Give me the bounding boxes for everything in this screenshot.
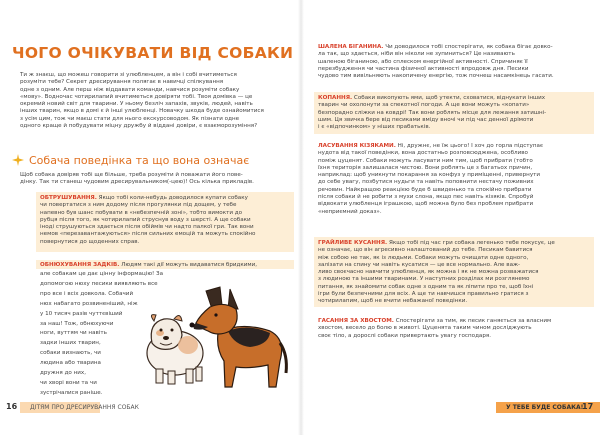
- behavior-text: Ні, дружнє, не їж цього! І хоч до горла підступає: [397, 143, 544, 149]
- behavior-line: але собакам це дає цінну інформацію! За: [40, 271, 164, 277]
- behavior-line: чотирилапим, щоб не вчити небажаної поведінки.: [318, 298, 468, 305]
- behavior-line: ігри були безпечними для всіх. А ще ти навчишся правильно гратися з: [318, 291, 529, 298]
- behavior-line: напевно був шанс побувати в «небезпечній зоні», тобто вимокти до: [40, 209, 243, 216]
- behavior-line: ла так, що здається, ніби він ніколи не зупиниться? Це називають: [318, 51, 515, 58]
- intro-line: Ти ж знаєш, що можеш говорити зі улюбленцем, а він і собі вчитиметься: [20, 72, 237, 78]
- behavior-line: чи хворі вони та чи: [40, 379, 97, 386]
- behavior-line: речовин. Найкращою реакцією буде б швиденько та спокійно прибрати: [318, 186, 532, 193]
- behavior-line: шим. Ця звичка бере від песиками вміду вночі чи під час денної дрімоти: [318, 116, 534, 123]
- behavior-line: їхня територія залишалася чистою. Вони роблять це з багатьох причин,: [318, 164, 533, 171]
- behavior-line: поміж цуценят. Собаки можуть ласувати ним тим, щоб прибрати (тобто: [318, 157, 533, 164]
- behavior-line: про все і всіх довкола. Собачий: [40, 290, 134, 297]
- behavior-block-sniffing: [40, 262, 290, 269]
- behavior-line: задки інших тварин,: [40, 340, 101, 347]
- behavior-line: допомогою нюху песики виявляють все: [40, 280, 158, 287]
- behavior-line: тварин чи охолонути за спекотної погоди. А ще вони можуть «копати»: [318, 102, 530, 109]
- behavior-line: хвостом, весело до болю в животі. Цуценята таким чином досліджують: [318, 325, 532, 332]
- shepherd-dog-icon: [190, 287, 287, 387]
- behavior-line: шаленою біганиною, або сплеском енергійної активності. Спричиняє її: [318, 58, 528, 65]
- intro-line: з усім цим, тож чи маєш стати для нього екскурсоводом. Як пізнати одне: [20, 115, 240, 122]
- behavior-line: «неприємний доказ».: [318, 208, 382, 215]
- behavior-line: нюх набагато розвиненіший, ніж: [40, 300, 138, 307]
- behavior-line: до себе увагу, позбутися нудьги та навіть поповнити нестачу поживних: [318, 179, 534, 186]
- behavior-text: Людям такі дії можуть видаватися бридкими,: [121, 262, 258, 268]
- behavior-line: між собою не так, як із людьми. Собаки можуть очищати одне одного,: [318, 254, 529, 261]
- page-number: 17: [582, 402, 594, 411]
- behavior-keyword: ОБНЮХУВАННЯ ЗАДКІВ.: [40, 262, 120, 268]
- behavior-block-zoomies: [318, 44, 590, 80]
- behavior-keyword: КОПАННЯ.: [318, 95, 353, 101]
- right-page: [300, 0, 600, 435]
- intro-line: окремий новий світ для тварини. У ньому безліч запахів, звуків, людей, навіть: [20, 101, 253, 108]
- behavior-keyword: ГАСАННЯ ЗА ХВОСТОМ.: [318, 318, 394, 324]
- behavior-text: Якщо тобі під час гри собака легенько тебе покусує, це: [388, 240, 555, 246]
- sparkle-icon: [12, 154, 24, 166]
- behavior-block-tail-chasing: [318, 318, 590, 340]
- footer-title: ДІТЯМ ПРО ДРЕСИРУВАННЯ СОБАК: [30, 404, 139, 411]
- behavior-line: нудота від такої поведінки, вона достатньо розповсюджена, особливо: [318, 150, 528, 157]
- behavior-line: іноді струшуються здається після обіймів чи надто палкої гри. Так вони: [40, 224, 254, 231]
- behavior-line: ливо своєчасно навчити улюбленця, як можна і як не можна розважатися: [318, 269, 539, 276]
- behavior-line: рубця після того, як чотирилапий струснув воду з шерсті. А ще собаки: [40, 216, 251, 223]
- behavior-line: перезбудження чи частина фізичної активності впродовж дня. Песики: [318, 65, 529, 72]
- behavior-line: з людиною та іншими тваринами. У наступних розділах ми розглянемо: [318, 276, 530, 283]
- behavior-keyword: ОБТРУШУВАННЯ.: [40, 195, 97, 201]
- behavior-line: повернутися до щоденних справ.: [40, 238, 140, 245]
- sub-intro-paragraph: [20, 172, 282, 187]
- behavior-block-digging: [318, 95, 590, 131]
- behavior-line: питання, як знайомити собак одне з одним та як ліпити про те, щоб їхні: [318, 283, 534, 290]
- subheading-text: Собача поведінка та що вона означає: [29, 154, 250, 167]
- sub-intro-line: Щоб собака довіряв тобі ще більше, треба розуміти й поважати його пове-: [20, 172, 243, 178]
- intro-line: розуміти тебе? Секрет дресирування полягає в навичці спілкування: [20, 79, 224, 86]
- behavior-line: людина або тварина: [40, 360, 101, 367]
- behavior-line: після собаки й не робити з мухи слона, якщо пес навіть кізяків. Спробуй: [318, 194, 534, 201]
- behavior-line: зустрічалися раніше.: [40, 389, 103, 396]
- behavior-line: наприклад: щоб уникнути покарання за конфуз у приміщенні, привернути: [318, 172, 541, 179]
- behavior-block-poop-eating: [318, 143, 590, 216]
- behavior-line: безпорадно сліжки на ковдрі! Так вони роблять місце для лежання затишні-: [318, 109, 547, 116]
- behavior-text: Спостерігати за тим, як песик ганяється за власним: [395, 318, 552, 324]
- behavior-line: у 10 тисяч разів чуттєвіший: [40, 310, 123, 317]
- behavior-text: Собаки викопують ями, щоб утекти, сховатися, віднукати інших: [353, 95, 546, 101]
- behavior-line: і є «відпочинком» у ніших прабатьків.: [318, 124, 431, 131]
- page-title: ЧОГО ОЧІКУВАТИ ВІД СОБАКИ: [12, 44, 294, 62]
- behavior-block-play-biting: [318, 240, 590, 306]
- behavior-line: чи повертатися з ним додому після прогулянки під дощем, у тебе: [40, 202, 237, 209]
- behavior-text: Якщо тобі коли-небудь доводилося купати собаку: [98, 195, 248, 201]
- behavior-line: за наш! Тож, обнюхуючи: [40, 320, 114, 327]
- page-number: 16: [6, 402, 18, 411]
- two-dogs-illustration: [130, 283, 290, 401]
- behavior-line: відвокати улюбленця іграшкою, щоб можна було без проблем прибрати: [318, 201, 534, 208]
- behavior-line: залізати на спину чи навіть кусатися — це все нормально. Але важ-: [318, 261, 521, 268]
- sub-intro-line: дінку. Так ти станеш чудовим дресирувальником(-цею)! Ось кілька прикладів.: [20, 179, 254, 186]
- behavior-line: чудово тим вивільняють накопичену енергію, тож почнеш насамкінець гасати.: [318, 73, 554, 80]
- behavior-line: дружня до них,: [40, 370, 87, 377]
- footer-title: У ТЕБЕ БУДЕ СОБАКА!: [506, 404, 584, 411]
- behavior-block-shaking: [40, 195, 288, 246]
- intro-line: «мову». Водночас чотирилапий вчитиметься довіряти тобі. Твоя домівка — це: [20, 93, 253, 100]
- intro-line: інших тварин, якщо в домі є й інші улюбленці. Новачку шкода буде ознайомитися: [20, 108, 264, 115]
- behavior-line: своє тіло, а дорослі собаки привертають увагу господаря.: [318, 332, 492, 339]
- behavior-text: Чи доводилося тобі спостерігати, як собака бігає довко-: [385, 44, 553, 50]
- behavior-line: ноги, вуттям чи навіть: [40, 330, 107, 337]
- behavior-keyword: ШАЛЕНА БІГАНИНА.: [318, 44, 384, 50]
- section-subheading: [12, 154, 249, 167]
- intro-line: одного краще й побудувати міцну дружбу й віддані довіри, є взаєморозуміння?: [20, 123, 258, 130]
- behavior-line: не означає, що він агресивно налаштований до тебе. Песикам бавитися: [318, 247, 533, 254]
- intro-paragraph: [20, 72, 282, 130]
- behavior-line: собаки визнають, чи: [40, 350, 101, 357]
- behavior-line: немов «перезавантажуються» після сильних емоцій та можуть спокійно: [40, 231, 256, 238]
- intro-line: одне з одним. Але перш ніж віддавати команди, навчися розуміти собаку: [20, 86, 240, 93]
- behavior-keyword: ЛАСУВАННЯ КІЗЯКАМИ.: [318, 143, 396, 149]
- behavior-keyword: ГРАЙЛИВЕ КУСАННЯ.: [318, 240, 388, 246]
